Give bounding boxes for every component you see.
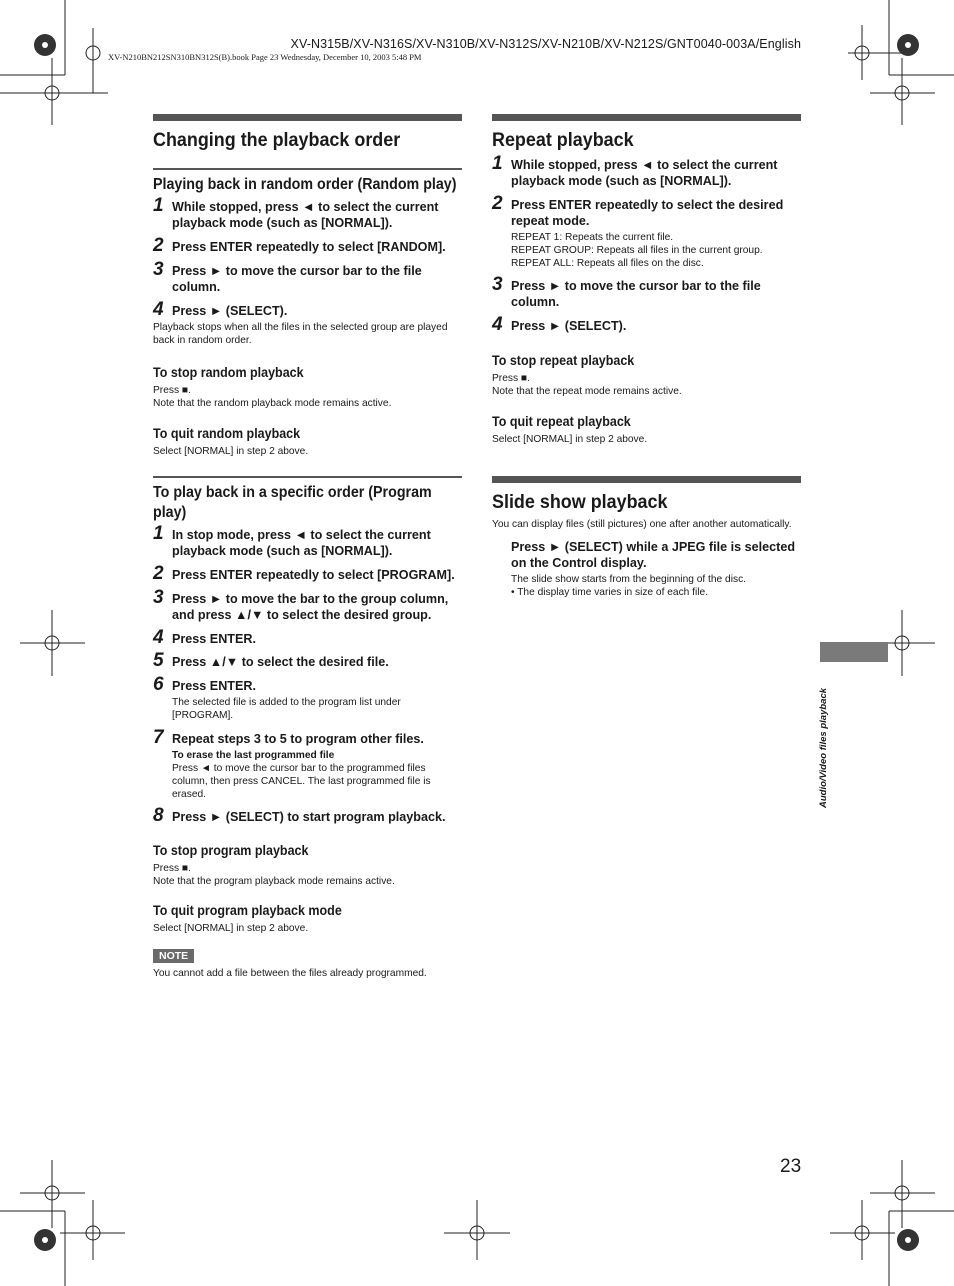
step-text: Press ENTER. [172,632,256,647]
step-number: 1 [153,523,164,545]
side-tab-marker [820,642,888,662]
program-step-1 [153,523,462,559]
step-number: 4 [153,627,164,649]
step-text: Press ► (SELECT) while a JPEG file is selected on the Control display. [511,539,796,570]
step-text: While stopped, press ◄ to select the current playback mode (such as [NORMAL]). [172,200,439,231]
note-text: You cannot add a file between the files already programmed. [153,968,427,980]
random-stop-line-1: Press ■. [153,385,191,397]
step-number: 2 [153,235,164,257]
repeat-quit-text: Select [NORMAL] in step 2 above. [492,434,648,446]
right-column [492,114,801,599]
step-number: 1 [492,153,503,175]
header-file-info: XV-N210BN212SN310BN312S(B).book Page 23 Wednesday, December 10, 2003 5:48 PM [108,52,422,62]
note-badge: NOTE [153,949,194,963]
slideshow-intro: You can display files (still pictures) one after another automatically. [492,518,792,530]
random-quit-heading: To quit random playback [153,426,301,442]
step-number: 1 [153,195,164,217]
repeat-quit-heading: To quit repeat playback [492,414,631,430]
left-column [153,114,462,980]
subsection-title-random: Playing back in random order (Random play) [153,176,457,194]
program-step-8 [153,805,462,827]
repeat-step-1 [492,153,801,189]
step-text: Press ► (SELECT) to start program playback. [172,810,446,825]
section-title-slideshow: Slide show playback [492,491,668,514]
program-step-6-note: The selected file is added to the program list under [PROGRAM]. [172,697,401,722]
slideshow-note-2: • The display time varies in size of each file. [511,586,709,598]
repeat-mode-group: REPEAT GROUP: Repeats all files in the current group. [511,245,763,257]
program-erase-heading: To erase the last programmed file [172,750,335,762]
repeat-mode-1: REPEAT 1: Repeats the current file. [511,232,674,244]
step-number: 2 [153,563,164,585]
page-number: 23 [780,1156,802,1177]
random-stop-heading: To stop random playback [153,365,304,381]
slideshow-step [492,539,801,571]
random-quit-text: Select [NORMAL] in step 2 above. [153,446,309,458]
program-quit-text: Select [NORMAL] in step 2 above. [153,923,309,935]
step-text: Press ► to move the cursor bar to the file column. [172,264,422,295]
section-title-repeat: Repeat playback [492,129,634,151]
repeat-mode-all: REPEAT ALL: Repeats all files on the disc. [511,258,704,270]
step-text: While stopped, press ◄ to select the current playback mode (such as [NORMAL]). [511,158,778,189]
random-step-1 [153,195,462,231]
repeat-step-2 [492,193,801,229]
program-stop-heading: To stop program playback [153,843,309,859]
step-text: Press ► to move the bar to the group column, and press ▲/▼ to select the desired group. [172,592,449,623]
random-step-2 [153,235,462,257]
subsection-rule [153,476,462,478]
step-text: Press ▲/▼ to select the desired file. [172,655,389,670]
repeat-step-3 [492,274,801,310]
step-text: Press ENTER. [172,679,256,694]
repeat-stop-heading: To stop repeat playback [492,353,635,369]
step-text: Press ► (SELECT). [172,304,288,319]
header-models: XV-N315B/XV-N316S/XV-N310B/XV-N312S/XV-N210B/XV-N212S/GNT0040-003A/English [290,37,801,51]
section-title-playback-order: Changing the playback order [153,129,401,151]
step-text: Press ENTER repeatedly to select [RANDOM]. [172,240,446,255]
slideshow-note-1: The slide show starts from the beginning of the disc. [511,573,746,585]
step-number: 5 [153,650,164,672]
program-quit-heading: To quit program playback mode [153,903,342,919]
side-section-label: Audio/Video files playback [818,687,829,808]
program-step-3 [153,587,462,623]
step-number: 3 [492,274,503,296]
program-stop-line-1: Press ■. [153,863,191,875]
program-stop-line-2: Note that the program playback mode remains active. [153,876,395,888]
random-step-3 [153,259,462,295]
section-bar [153,114,462,121]
program-step-4 [153,627,462,649]
repeat-step-4 [492,314,801,336]
step-number: 3 [153,587,164,609]
step-number: 7 [153,727,164,749]
step-text: Press ENTER repeatedly to select [PROGRAM]. [172,568,455,583]
section-bar [492,114,801,121]
step-text: Press ► (SELECT). [511,319,627,334]
repeat-stop-line-2: Note that the repeat mode remains active. [492,386,682,398]
repeat-stop-line-1: Press ■. [492,373,530,385]
random-step-4 [153,299,462,321]
step-number: 6 [153,674,164,696]
step-number: 4 [153,299,164,321]
program-erase-text: Press ◄ to move the cursor bar to the programmed files column, then press CANCEL. The last programmed file is erased. [172,763,431,801]
program-step-5 [153,650,462,672]
step-text: Repeat steps 3 to 5 to program other files. [172,732,424,747]
subsection-title-program: To play back in a specific order (Program play) [153,484,432,522]
step-text: In stop mode, press ◄ to select the current playback mode (such as [NORMAL]). [172,528,431,559]
step-number: 8 [153,805,164,827]
program-step-6 [153,674,462,696]
step-text: Press ► to move the cursor bar to the file column. [511,279,761,310]
subsection-rule [153,168,462,170]
step-number: 2 [492,193,503,215]
program-step-2 [153,563,462,585]
program-step-7 [153,727,462,749]
step-number: 4 [492,314,503,336]
step-number: 3 [153,259,164,281]
section-bar [492,476,801,483]
random-stop-line-2: Note that the random playback mode remains active. [153,398,392,410]
random-step-4-note: Playback stops when all the files in the selected group are played back in random order. [153,322,448,347]
step-text: Press ENTER repeatedly to select the desired repeat mode. [511,198,784,229]
